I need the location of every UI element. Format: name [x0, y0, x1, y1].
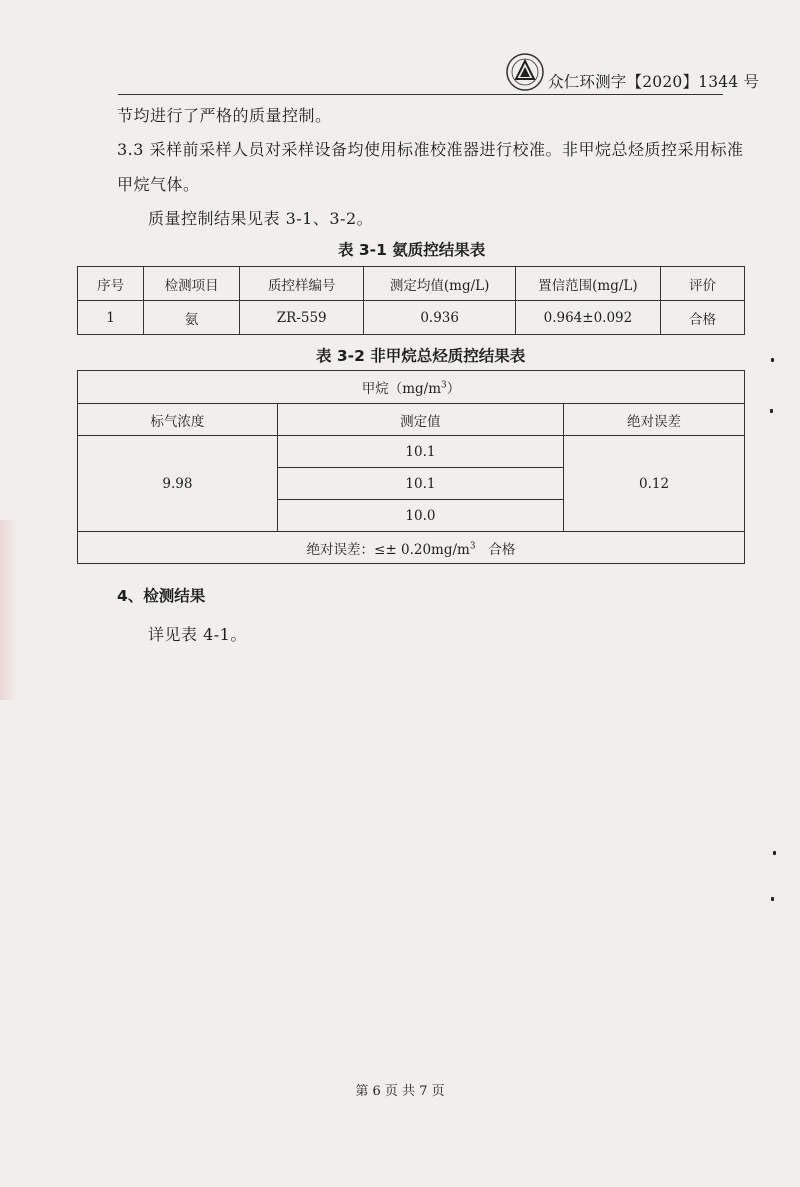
header-cell: 置信范围(mg/L) [515, 267, 660, 301]
table-cell: 合格 [660, 301, 744, 335]
table-cell: 0.936 [364, 301, 515, 335]
table-cell: 0.964±0.092 [515, 301, 660, 335]
table-cell: ZR-559 [239, 301, 364, 335]
scan-speck [770, 409, 773, 413]
measured-value-cell: 10.1 [277, 436, 563, 468]
paragraph-line-2: 3.3 采样前采样人员对采样设备均使用标准校准器进行校准。非甲烷总烃质控采用标准 [117, 140, 744, 159]
measured-value-cell: 10.0 [277, 500, 563, 532]
superscript: 3 [469, 541, 476, 551]
header-cell: 检测项目 [144, 267, 240, 301]
paragraph-line-1: 节均进行了严格的质量控制。 [117, 106, 332, 125]
header-cell: 测定均值(mg/L) [364, 267, 515, 301]
table-title-text: 甲烷（mg/m [361, 381, 442, 397]
footer-criteria-text: 绝对误差：≤± 0.20mg/m [306, 541, 470, 558]
measured-value-cell: 10.1 [277, 468, 563, 500]
table-cell: 氨 [144, 301, 240, 335]
scan-edge-mark [0, 520, 18, 700]
table-header-row [78, 404, 745, 436]
scan-speck [773, 851, 776, 855]
table-title-row [78, 371, 745, 404]
page-footer: 第 6 页 共 7 页 [355, 1084, 445, 1099]
table-cell: 1 [78, 301, 144, 335]
table-title-suffix: ） [446, 381, 461, 397]
table-footer-row [78, 532, 745, 564]
company-seal-icon [505, 52, 545, 92]
header-cell: 绝对误差 [564, 404, 745, 436]
header-cell: 序号 [78, 267, 144, 301]
paragraph-line-3: 甲烷气体。 [117, 175, 200, 194]
table-header-row [78, 267, 745, 301]
header-cell: 评价 [660, 267, 744, 301]
section-4-heading: 4、检测结果 [117, 587, 206, 605]
table-3-1-caption: 表 3-1 氨质控结果表 [338, 241, 486, 259]
table-row [78, 301, 745, 335]
standard-concentration-cell: 9.98 [78, 436, 278, 532]
scan-speck [771, 358, 774, 362]
footer-result-text: 合格 [475, 541, 516, 558]
header-divider [118, 94, 723, 95]
nmhc-qc-table [77, 370, 745, 564]
table-footer-cell [78, 532, 745, 564]
header-cell: 测定值 [277, 404, 563, 436]
section-4-text: 详见表 4-1。 [148, 625, 247, 644]
ammonia-qc-table [77, 266, 745, 335]
table-title-cell [78, 371, 745, 404]
table-row [78, 436, 745, 468]
header-cell: 标气浓度 [78, 404, 278, 436]
absolute-error-cell: 0.12 [564, 436, 745, 532]
table-3-2-caption: 表 3-2 非甲烷总烃质控结果表 [316, 347, 526, 365]
superscript: 3 [441, 380, 447, 391]
header-cell: 质控样编号 [239, 267, 364, 301]
scan-speck [771, 897, 774, 901]
paragraph-line-4: 质量控制结果见表 3-1、3-2。 [148, 209, 374, 228]
document-number: 众仁环测字【2020】1344 号 [548, 73, 760, 91]
